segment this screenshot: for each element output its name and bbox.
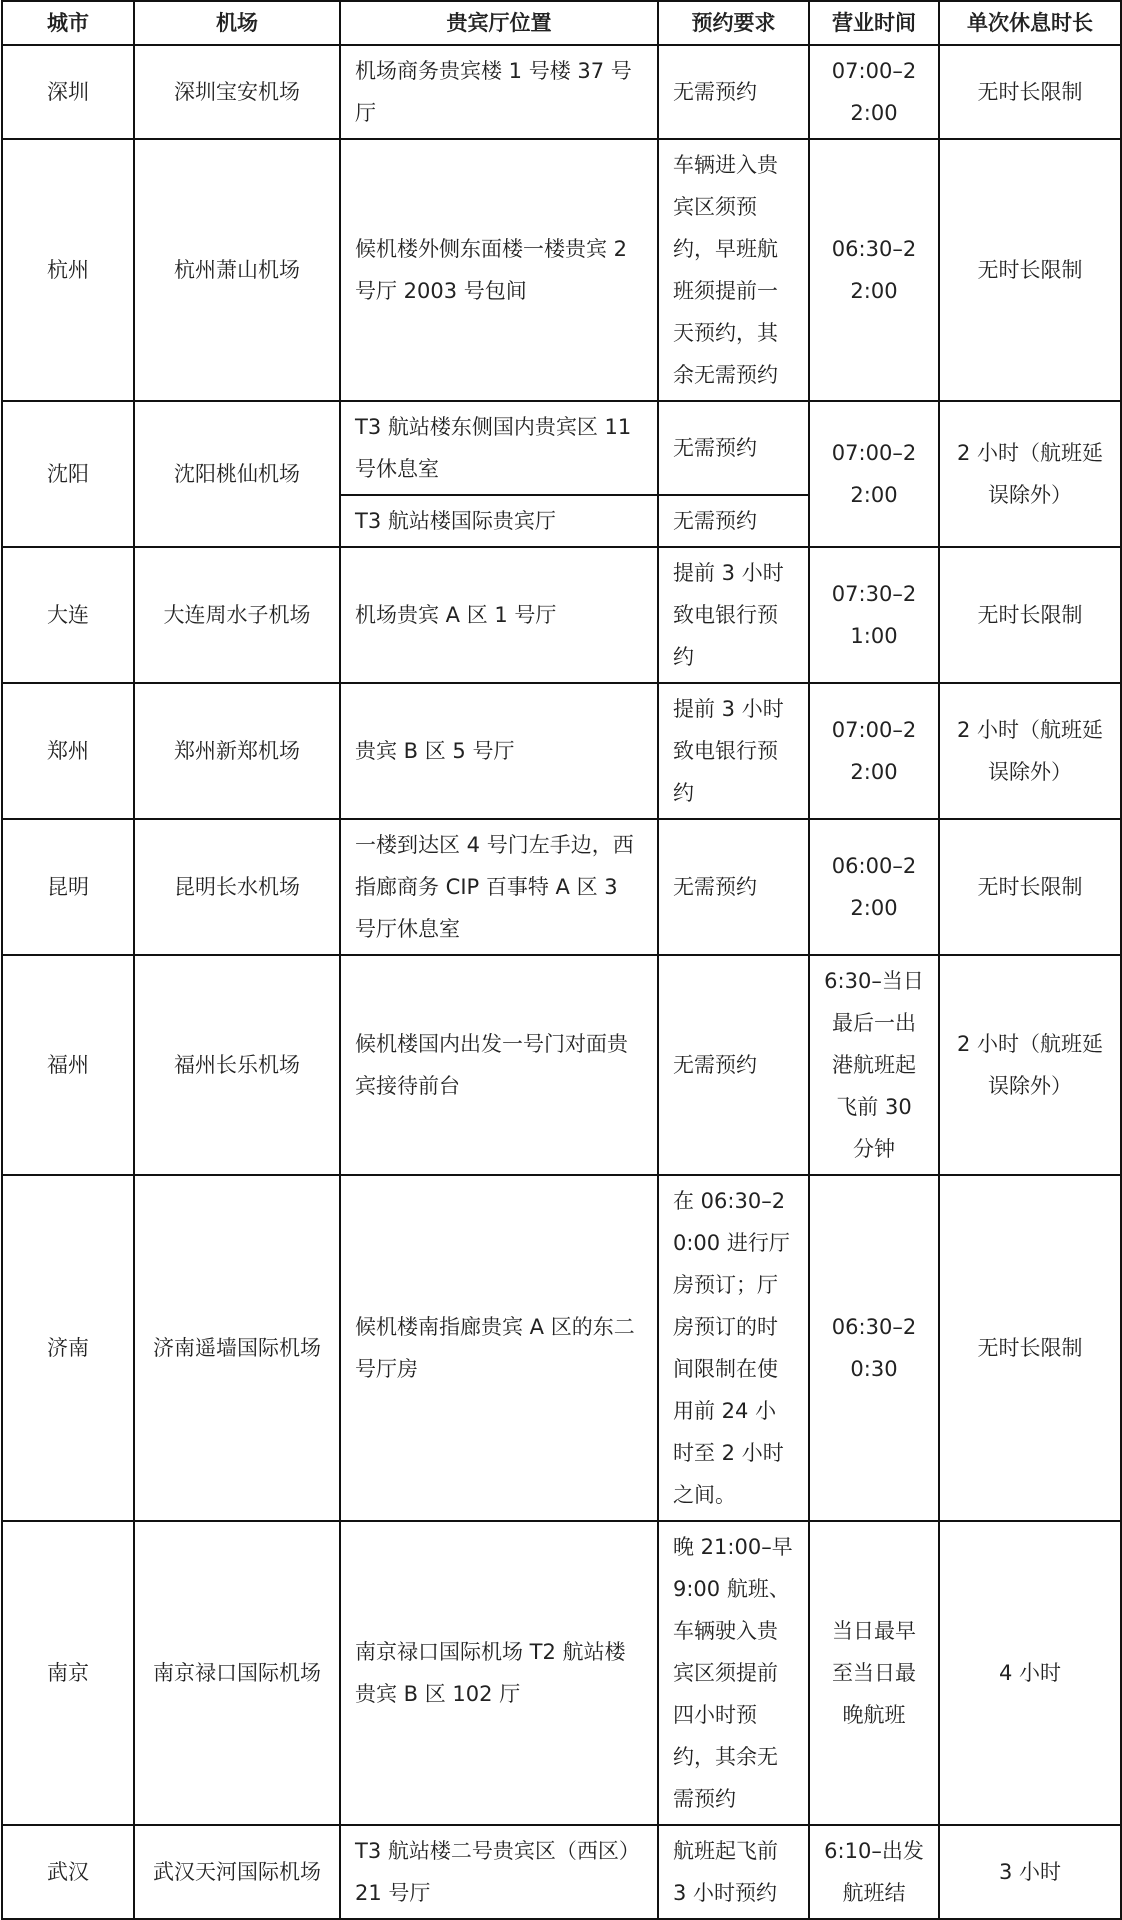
cell-duration: 无时长限制 xyxy=(939,45,1121,139)
cell-city: 福州 xyxy=(2,955,134,1175)
table-row xyxy=(2,955,1121,1175)
cell-booking: 航班起飞前 3 小时预约 xyxy=(658,1825,809,1919)
cell-city: 深圳 xyxy=(2,45,134,139)
header-duration: 单次休息时长 xyxy=(939,1,1121,45)
cell-city: 昆明 xyxy=(2,819,134,955)
cell-location: 一楼到达区 4 号门左手边，西指廊商务 CIP 百事特 A 区 3 号厅休息室 xyxy=(340,819,658,955)
cell-city: 大连 xyxy=(2,547,134,683)
cell-airport: 济南遥墙国际机场 xyxy=(134,1175,340,1521)
cell-booking: 无需预约 xyxy=(658,45,809,139)
table-row xyxy=(2,1825,1121,1919)
cell-location: 候机楼国内出发一号门对面贵宾接待前台 xyxy=(340,955,658,1175)
cell-airport: 沈阳桃仙机场 xyxy=(134,401,340,547)
cell-booking: 无需预约 xyxy=(658,401,809,495)
table-header-row xyxy=(2,1,1121,45)
table-row xyxy=(2,1175,1121,1521)
cell-duration: 无时长限制 xyxy=(939,547,1121,683)
cell-hours: 6:30–当日最后一出港航班起飞前 30 分钟 xyxy=(809,955,939,1175)
cell-city: 沈阳 xyxy=(2,401,134,547)
header-booking: 预约要求 xyxy=(658,1,809,45)
table-row xyxy=(2,139,1121,401)
cell-duration: 2 小时（航班延误除外） xyxy=(939,401,1121,547)
cell-location: 贵宾 B 区 5 号厅 xyxy=(340,683,658,819)
cell-city: 南京 xyxy=(2,1521,134,1825)
cell-airport: 大连周水子机场 xyxy=(134,547,340,683)
cell-hours: 07:00–22:00 xyxy=(809,683,939,819)
table-row xyxy=(2,547,1121,683)
cell-booking: 提前 3 小时致电银行预约 xyxy=(658,547,809,683)
cell-hours: 07:30–21:00 xyxy=(809,547,939,683)
cell-booking: 在 06:30–20:00 进行厅房预订；厅房预订的时间限制在使用前 24 小时至 2 小时之间。 xyxy=(658,1175,809,1521)
cell-location: 南京禄口国际机场 T2 航站楼贵宾 B 区 102 厅 xyxy=(340,1521,658,1825)
cell-booking: 无需预约 xyxy=(658,495,809,547)
cell-hours: 06:00–22:00 xyxy=(809,819,939,955)
cell-airport: 郑州新郑机场 xyxy=(134,683,340,819)
cell-airport: 武汉天河国际机场 xyxy=(134,1825,340,1919)
cell-duration: 4 小时 xyxy=(939,1521,1121,1825)
cell-location: 机场商务贵宾楼 1 号楼 37 号厅 xyxy=(340,45,658,139)
cell-location: 候机楼南指廊贵宾 A 区的东二号厅房 xyxy=(340,1175,658,1521)
cell-booking: 车辆进入贵宾区须预约，早班航班须提前一天预约，其余无需预约 xyxy=(658,139,809,401)
cell-airport: 昆明长水机场 xyxy=(134,819,340,955)
header-city: 城市 xyxy=(2,1,134,45)
cell-airport: 南京禄口国际机场 xyxy=(134,1521,340,1825)
header-hours: 营业时间 xyxy=(809,1,939,45)
cell-booking: 提前 3 小时致电银行预约 xyxy=(658,683,809,819)
cell-location: 候机楼外侧东面楼一楼贵宾 2 号厅 2003 号包间 xyxy=(340,139,658,401)
cell-hours: 06:30–20:30 xyxy=(809,1175,939,1521)
cell-duration: 无时长限制 xyxy=(939,1175,1121,1521)
cell-airport: 深圳宝安机场 xyxy=(134,45,340,139)
table-row xyxy=(2,45,1121,139)
cell-duration: 2 小时（航班延误除外） xyxy=(939,955,1121,1175)
cell-duration: 无时长限制 xyxy=(939,139,1121,401)
cell-hours: 06:30–22:00 xyxy=(809,139,939,401)
lounge-table xyxy=(1,0,1122,1920)
header-location: 贵宾厅位置 xyxy=(340,1,658,45)
cell-hours: 6:10–出发航班结 xyxy=(809,1825,939,1919)
cell-location: T3 航站楼东侧国内贵宾区 11 号休息室 xyxy=(340,401,658,495)
table-row xyxy=(2,1521,1121,1825)
cell-booking: 晚 21:00–早 9:00 航班、车辆驶入贵宾区须提前四小时预约，其余无需预约 xyxy=(658,1521,809,1825)
table-row xyxy=(2,401,1121,495)
cell-airport: 杭州萧山机场 xyxy=(134,139,340,401)
cell-duration: 2 小时（航班延误除外） xyxy=(939,683,1121,819)
cell-location: T3 航站楼国际贵宾厅 xyxy=(340,495,658,547)
cell-duration: 无时长限制 xyxy=(939,819,1121,955)
cell-location: T3 航站楼二号贵宾区（西区）21 号厅 xyxy=(340,1825,658,1919)
cell-city: 杭州 xyxy=(2,139,134,401)
cell-location: 机场贵宾 A 区 1 号厅 xyxy=(340,547,658,683)
cell-airport: 福州长乐机场 xyxy=(134,955,340,1175)
cell-city: 武汉 xyxy=(2,1825,134,1919)
cell-booking: 无需预约 xyxy=(658,955,809,1175)
cell-city: 郑州 xyxy=(2,683,134,819)
header-airport: 机场 xyxy=(134,1,340,45)
table-row xyxy=(2,819,1121,955)
cell-booking: 无需预约 xyxy=(658,819,809,955)
cell-hours: 当日最早至当日最晚航班 xyxy=(809,1521,939,1825)
cell-duration: 3 小时 xyxy=(939,1825,1121,1919)
cell-city: 济南 xyxy=(2,1175,134,1521)
cell-hours: 07:00–22:00 xyxy=(809,45,939,139)
cell-hours: 07:00–22:00 xyxy=(809,401,939,547)
table-row xyxy=(2,683,1121,819)
